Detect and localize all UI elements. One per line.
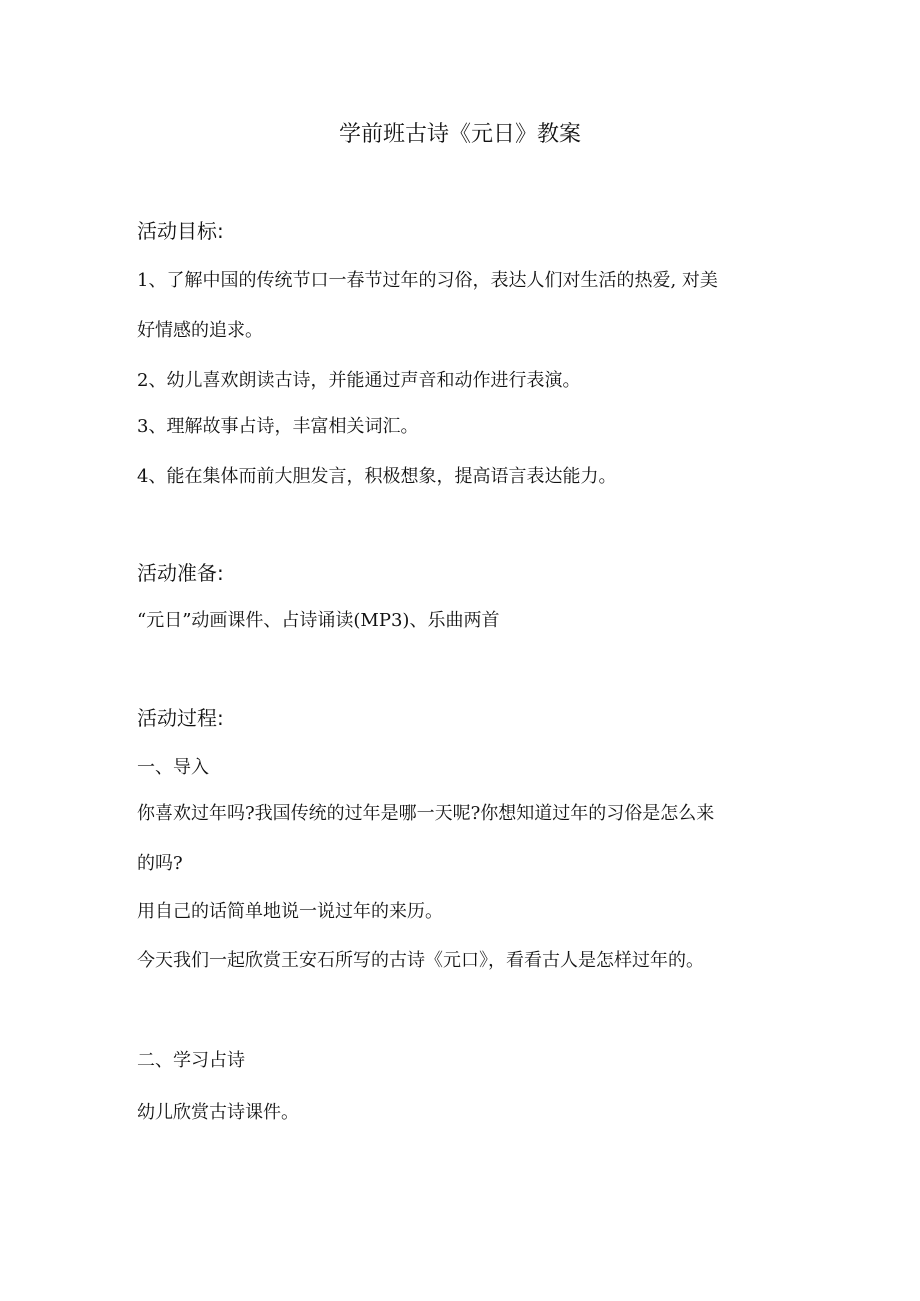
process-heading: 活动过程: xyxy=(137,706,224,730)
goal-item-1-continued: 好情感的追求。 xyxy=(137,320,263,341)
goals-heading: 活动目标: xyxy=(137,219,224,243)
process-part1-line: 用自己的话简单地说一说过年的来历。 xyxy=(137,901,443,922)
process-part2-title: 二、学习占诗 xyxy=(137,1050,245,1071)
prep-heading: 活动准备: xyxy=(137,561,224,585)
goal-item-4: 4、能在集体而前大胆发言，积极想象，提高语言表达能力。 xyxy=(137,466,617,487)
prep-text: “元日”动画课件、占诗诵读(MP3)、乐曲两首 xyxy=(137,610,500,631)
process-part1-title: 一、导入 xyxy=(137,757,209,778)
goal-item-3: 3、理解故事占诗，丰富相关词汇。 xyxy=(137,416,419,437)
process-part1-line: 的吗? xyxy=(137,853,183,874)
process-part1-line: 你喜欢过年吗?我国传统的过年是哪一天呢?你想知道过年的习俗是怎么来 xyxy=(137,803,715,824)
goal-item-1: 1、了解中国的传统节口一春节过年的习俗，表达人们对生活的热爱, 对美 xyxy=(137,270,718,291)
goal-item-2: 2、幼儿喜欢朗读古诗，并能通过声音和动作进行表演。 xyxy=(137,370,581,391)
process-part1-line: 今天我们一起欣赏王安石所写的古诗《元口》，看看古人是怎样过年的。 xyxy=(137,950,704,971)
process-part2-line: 幼儿欣赏古诗课件。 xyxy=(137,1102,299,1123)
document-title: 学前班古诗《元日》教案 xyxy=(338,122,581,147)
